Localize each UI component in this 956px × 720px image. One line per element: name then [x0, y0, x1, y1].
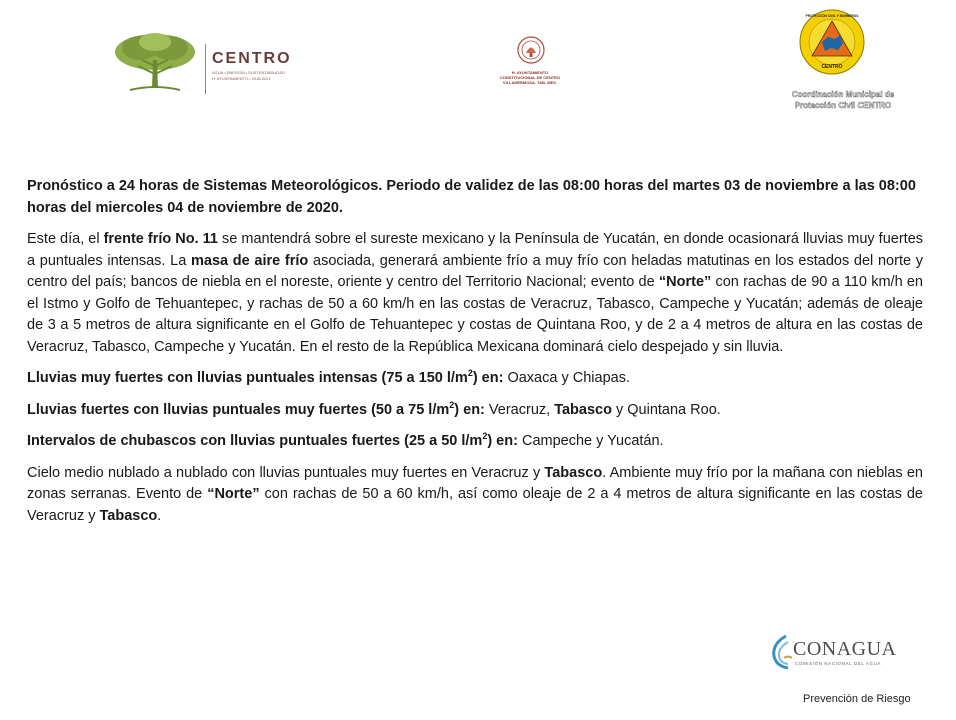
- emblem-bottom-text: CENTRO: [821, 64, 843, 70]
- ayuntamiento-line-1: H. AYUNTAMIENTO: [511, 70, 549, 75]
- tree-icon: [110, 30, 200, 100]
- footer-prevencion: Prevención de Riesgo: [803, 693, 911, 705]
- logo-divider: [205, 44, 206, 94]
- ayuntamiento-line-2: CONSTITUCIONAL DE CENTRO: [499, 75, 561, 80]
- document-header: [0, 0, 956, 150]
- rain-label: Intervalos de chubascos con lluvias puntuales fuertes (25 a 50 l/m: [27, 433, 483, 449]
- rain-label: Lluvias fuertes con lluvias puntuales muy fuertes (50 a 75 l/m: [27, 401, 450, 418]
- text-segment: con rachas de 50 a 60 km/h, así como oleaje de 2 a 4 metros de altura significante en las costas de Veracruz y: [27, 486, 923, 524]
- bold-segment: Tabasco: [544, 464, 603, 481]
- forecast-body: [27, 176, 923, 537]
- conagua-name: CONAGUA: [793, 638, 897, 660]
- emblem-ring-text: PROTECCIÓN CIVIL Y BOMBEROS: [805, 14, 859, 18]
- bold-segment: “Norte”: [658, 274, 712, 290]
- bold-segment: Tabasco: [99, 507, 158, 524]
- rain-forecast-3: [27, 431, 923, 453]
- rain-places: y Quintana Roo.: [611, 401, 721, 418]
- rain-places: Campeche y Yucatán.: [517, 433, 664, 449]
- proteccion-civil-emblem-icon: [798, 8, 866, 76]
- text-segment: asociada, generará ambiente frío a muy frío con heladas matutinas en los estados del norte y centro del país; bancos de niebla en el noreste, oriente y centro del Territorio Nacional; evento de: [27, 252, 923, 290]
- bold-segment: masa de aire frío: [190, 252, 309, 269]
- text-segment: .: [157, 507, 162, 524]
- rain-places: Veracruz,: [484, 401, 555, 418]
- forecast-paragraph-last: [27, 463, 923, 528]
- rain-forecast-1: [27, 368, 923, 390]
- centro-logo-subline: H. AYUNTAMIENTO • 2018-2021: [212, 76, 271, 81]
- centro-logo-name: CENTRO: [212, 50, 292, 67]
- proteccion-civil-logo: [768, 8, 918, 123]
- rain-label-end: ) en:: [487, 433, 518, 449]
- superscript: 2: [482, 431, 488, 442]
- coat-of-arms-icon: [517, 36, 545, 64]
- text-segment: . Ambiente muy frío por la mañana con nieblas en zonas serranas. Evento de: [27, 464, 924, 502]
- ayuntamiento-logo: [495, 36, 565, 106]
- text-segment: con rachas de 90 a 110 km/h en el Istmo y Golfo de Tehuantepec, y rachas de 50 a 60 km/h en las costas de Veracruz, Tabasco, Campeche y Yucatán; además de oleaje de 3 a 5 metros de altura significante en el Golfo de Tehuantepec y costas de Quintana Roo, y de 2 a 4 metros de altura en las costas de Veracruz, Tabasco, Campeche y Yucatán. En el resto de la República Mexicana dominará cielo despejado y sin lluvia.: [27, 274, 923, 355]
- forecast-heading: Pronóstico a 24 horas de Sistemas Meteorológicos. Periodo de validez de las 08:00 horas del martes 03 de noviembre a las 08:00 horas del miercoles 04 de noviembre de 2020.: [27, 178, 916, 216]
- proteccion-civil-caption-2: Protección Civil CENTRO: [794, 101, 892, 110]
- conagua-logo: [768, 632, 928, 672]
- centro-logo: [110, 30, 310, 110]
- rain-forecast-2: [27, 400, 923, 422]
- rain-label-end: ) en:: [454, 401, 485, 418]
- rain-label: Lluvias muy fuertes con lluvias puntuales intensas (75 a 150 l/m: [27, 370, 468, 386]
- proteccion-civil-caption-1: Coordinación Municipal de: [791, 90, 895, 99]
- conagua-wave-icon: [768, 634, 792, 670]
- conagua-subtitle: COMISIÓN NACIONAL DEL AGUA: [795, 661, 882, 666]
- rain-places: Oaxaca y Chiapas.: [503, 370, 630, 386]
- superscript: 2: [467, 368, 473, 379]
- text-segment: Este día, el: [27, 231, 104, 247]
- forecast-paragraph-1: [27, 229, 923, 358]
- bold-segment: frente frío No. 11: [103, 231, 218, 247]
- text-segment: se mantendrá sobre el sureste mexicano y la Península de Yucatán, en donde ocasionará lluvias muy fuertes a puntuales intensas. La: [27, 231, 924, 269]
- centro-logo-tagline: AGUA • ENERGÍA • SUSTENTABILIDAD: [212, 70, 285, 75]
- text-segment: Cielo medio nublado a nublado con lluvias puntuales muy fuertes en Veracruz y: [27, 464, 545, 481]
- superscript: 2: [449, 399, 455, 410]
- rain-place-bold: Tabasco: [554, 401, 612, 418]
- rain-label-end: ) en:: [472, 370, 504, 386]
- bold-segment: “Norte”: [207, 486, 260, 502]
- ayuntamiento-line-3: VILLAHERMOSA, TAB. MEX.: [502, 80, 558, 85]
